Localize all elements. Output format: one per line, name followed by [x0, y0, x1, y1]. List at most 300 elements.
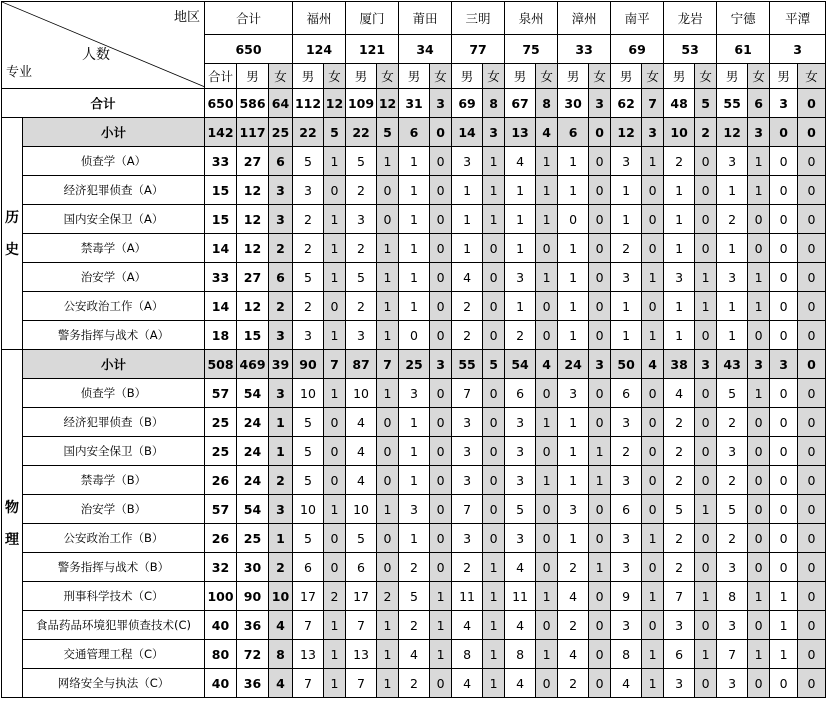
cell-value: 0 [536, 553, 558, 582]
cell-value: 5 [346, 147, 377, 176]
cell-value: 112 [293, 89, 324, 118]
header-male: 男 [717, 64, 748, 89]
cell-value: 1 [558, 524, 589, 553]
cell-value: 142 [205, 118, 237, 147]
grand-total-row [2, 89, 826, 118]
cell-value: 4 [452, 611, 483, 640]
cell-value: 3 [430, 89, 452, 118]
cell-value: 0 [770, 553, 798, 582]
cell-value: 3 [269, 321, 293, 350]
major-name: 国内安全保卫（B） [23, 437, 205, 466]
cell-value: 0 [483, 408, 505, 437]
header-male: 男 [237, 64, 269, 89]
cell-value: 1 [483, 582, 505, 611]
cell-value: 1 [717, 176, 748, 205]
cell-value: 3 [483, 118, 505, 147]
region-name: 南平 [611, 2, 664, 35]
major-name: 公安政治工作（B） [23, 524, 205, 553]
cell-value: 1 [399, 205, 430, 234]
header-female: 女 [324, 64, 346, 89]
cell-value: 1 [748, 147, 770, 176]
table-row [2, 611, 826, 640]
cell-value: 62 [611, 89, 642, 118]
cell-value: 22 [346, 118, 377, 147]
subtotal-row [2, 118, 826, 147]
major-name: 禁毒学（A） [23, 234, 205, 263]
cell-value: 0 [589, 118, 611, 147]
cell-value: 8 [505, 640, 536, 669]
cell-value: 0 [798, 611, 826, 640]
cell-value: 0 [642, 176, 664, 205]
header-male: 男 [399, 64, 430, 89]
cell-value: 0 [695, 611, 717, 640]
cell-value: 1 [536, 466, 558, 495]
subtotal-label: 小计 [23, 118, 205, 147]
cell-value: 2 [346, 292, 377, 321]
cell-value: 0 [430, 553, 452, 582]
cell-value: 0 [324, 466, 346, 495]
cell-value: 109 [346, 89, 377, 118]
header-female: 女 [430, 64, 452, 89]
cell-value: 1 [611, 205, 642, 234]
cell-value: 5 [346, 524, 377, 553]
cell-value: 0 [695, 553, 717, 582]
cell-value: 3 [717, 437, 748, 466]
cell-value: 1 [642, 263, 664, 292]
table-row [2, 147, 826, 176]
cell-value: 3 [505, 263, 536, 292]
cell-value: 3 [293, 176, 324, 205]
cell-value: 508 [205, 350, 237, 379]
cell-value: 0 [324, 408, 346, 437]
cell-value: 0 [589, 263, 611, 292]
cell-value: 0 [642, 466, 664, 495]
cell-value: 3 [293, 321, 324, 350]
cell-value: 7 [664, 582, 695, 611]
cell-value: 1 [377, 147, 399, 176]
cell-value: 2 [399, 669, 430, 698]
cell-value: 30 [558, 89, 589, 118]
cell-value: 3 [452, 466, 483, 495]
cell-value: 0 [430, 118, 452, 147]
cell-value: 1 [399, 408, 430, 437]
cell-value: 117 [237, 118, 269, 147]
cell-value: 2 [611, 234, 642, 263]
cell-value: 0 [430, 321, 452, 350]
cell-value: 40 [205, 611, 237, 640]
cell-value: 2 [717, 524, 748, 553]
table-row [2, 408, 826, 437]
region-count: 53 [664, 35, 717, 64]
cell-value: 6 [558, 118, 589, 147]
cell-value: 1 [377, 234, 399, 263]
cell-value: 0 [798, 379, 826, 408]
table-row [2, 379, 826, 408]
cell-value: 6 [505, 379, 536, 408]
header-male: 男 [452, 64, 483, 89]
cell-value: 3 [430, 350, 452, 379]
cell-value: 1 [748, 292, 770, 321]
cell-value: 1 [377, 611, 399, 640]
cell-value: 4 [642, 350, 664, 379]
cell-value: 2 [269, 292, 293, 321]
major-name: 警务指挥与战术（A） [23, 321, 205, 350]
cell-value: 1 [399, 292, 430, 321]
cell-value: 3 [611, 524, 642, 553]
region-count: 69 [611, 35, 664, 64]
cell-value: 4 [269, 611, 293, 640]
cell-value: 27 [237, 263, 269, 292]
cell-value: 0 [748, 205, 770, 234]
cell-value: 0 [798, 495, 826, 524]
cell-value: 1 [642, 640, 664, 669]
cell-value: 1 [558, 466, 589, 495]
cell-value: 1 [505, 176, 536, 205]
cell-value: 4 [664, 379, 695, 408]
cell-value: 1 [324, 640, 346, 669]
cell-value: 0 [536, 437, 558, 466]
cell-value: 3 [558, 379, 589, 408]
table-row [2, 321, 826, 350]
cell-value: 0 [589, 321, 611, 350]
cell-value: 0 [483, 292, 505, 321]
cell-value: 0 [589, 379, 611, 408]
cell-value: 90 [237, 582, 269, 611]
cell-value: 3 [717, 611, 748, 640]
cell-value: 40 [205, 669, 237, 698]
cell-value: 38 [664, 350, 695, 379]
cell-value: 1 [717, 321, 748, 350]
cell-value: 1 [377, 263, 399, 292]
cell-value: 1 [452, 234, 483, 263]
cell-value: 5 [293, 466, 324, 495]
cell-value: 0 [770, 524, 798, 553]
cell-value: 55 [452, 350, 483, 379]
cell-value: 3 [452, 147, 483, 176]
cell-value: 12 [377, 89, 399, 118]
cell-value: 0 [536, 669, 558, 698]
header-female: 女 [483, 64, 505, 89]
major-name: 刑事科学技术（C） [23, 582, 205, 611]
cell-value: 0 [798, 292, 826, 321]
cell-value: 1 [483, 147, 505, 176]
cell-value: 25 [205, 437, 237, 466]
cell-value: 3 [664, 611, 695, 640]
cell-value: 1 [399, 263, 430, 292]
cell-value: 0 [589, 234, 611, 263]
cell-value: 0 [748, 437, 770, 466]
cell-value: 8 [717, 582, 748, 611]
cell-value: 3 [452, 437, 483, 466]
cell-value: 5 [293, 408, 324, 437]
cell-value: 1 [324, 611, 346, 640]
cell-value: 25 [205, 408, 237, 437]
region-count: 124 [293, 35, 346, 64]
cell-value: 0 [695, 408, 717, 437]
cell-value: 1 [483, 640, 505, 669]
cell-value: 1 [558, 408, 589, 437]
cell-value: 57 [205, 379, 237, 408]
cell-value: 0 [536, 379, 558, 408]
cell-value: 3 [611, 466, 642, 495]
cell-value: 7 [293, 611, 324, 640]
cell-value: 0 [536, 234, 558, 263]
cell-value: 1 [483, 176, 505, 205]
cell-value: 0 [430, 263, 452, 292]
cell-value: 8 [269, 640, 293, 669]
cell-value: 0 [695, 234, 717, 263]
cell-value: 0 [748, 234, 770, 263]
cell-value: 4 [558, 582, 589, 611]
cell-value: 0 [798, 553, 826, 582]
cell-value: 1 [717, 292, 748, 321]
cell-value: 2 [399, 553, 430, 582]
cell-value: 24 [237, 408, 269, 437]
cell-value: 0 [536, 321, 558, 350]
cell-value: 2 [293, 205, 324, 234]
cell-value: 0 [642, 379, 664, 408]
cell-value: 15 [237, 321, 269, 350]
cell-value: 3 [717, 553, 748, 582]
cell-value: 4 [269, 669, 293, 698]
cell-value: 1 [536, 263, 558, 292]
header-female: 女 [589, 64, 611, 89]
cell-value: 25 [399, 350, 430, 379]
cell-value: 0 [642, 234, 664, 263]
cell-value: 1 [269, 408, 293, 437]
cell-value: 0 [748, 321, 770, 350]
cell-value: 0 [377, 524, 399, 553]
cell-value: 0 [536, 524, 558, 553]
cell-value: 0 [798, 118, 826, 147]
table-row [2, 640, 826, 669]
enrollment-table [1, 1, 826, 698]
table-row [2, 466, 826, 495]
cell-value: 2 [269, 553, 293, 582]
cell-value: 0 [642, 205, 664, 234]
cell-value: 9 [611, 582, 642, 611]
cell-value: 3 [611, 263, 642, 292]
cell-value: 12 [717, 118, 748, 147]
cell-value: 3 [505, 408, 536, 437]
cell-value: 1 [611, 176, 642, 205]
cell-value: 25 [269, 118, 293, 147]
cell-value: 8 [611, 640, 642, 669]
cell-value: 0 [589, 582, 611, 611]
cell-value: 1 [324, 263, 346, 292]
cell-value: 2 [269, 466, 293, 495]
cell-value: 0 [770, 408, 798, 437]
cell-value: 25 [237, 524, 269, 553]
region-name: 宁德 [717, 2, 770, 35]
cell-value: 4 [611, 669, 642, 698]
cell-value: 5 [293, 263, 324, 292]
cell-value: 2 [695, 118, 717, 147]
cell-value: 10 [293, 379, 324, 408]
cell-value: 8 [483, 89, 505, 118]
cell-value: 5 [293, 437, 324, 466]
cell-value: 17 [293, 582, 324, 611]
cell-value: 5 [483, 350, 505, 379]
table-row [2, 263, 826, 292]
cell-value: 6 [346, 553, 377, 582]
header-total: 合计 [205, 2, 293, 35]
cell-value: 0 [798, 205, 826, 234]
cell-value: 0 [798, 669, 826, 698]
cell-value: 650 [205, 89, 237, 118]
cell-value: 0 [642, 408, 664, 437]
cell-value: 1 [558, 437, 589, 466]
cell-value: 1 [452, 176, 483, 205]
cell-value: 0 [798, 321, 826, 350]
cell-value: 0 [430, 669, 452, 698]
cell-value: 0 [798, 350, 826, 379]
major-name: 治安学（A） [23, 263, 205, 292]
header-female: 女 [695, 64, 717, 89]
region-name: 平潭 [770, 2, 826, 35]
cell-value: 24 [237, 466, 269, 495]
cell-value: 0 [748, 495, 770, 524]
cell-value: 0 [642, 292, 664, 321]
cell-value: 3 [611, 553, 642, 582]
cell-value: 1 [483, 205, 505, 234]
cell-value: 1 [748, 176, 770, 205]
cell-value: 0 [770, 669, 798, 698]
cell-value: 1 [377, 379, 399, 408]
cell-value: 0 [483, 495, 505, 524]
cell-value: 3 [452, 408, 483, 437]
cell-value: 1 [748, 582, 770, 611]
cell-value: 1 [399, 234, 430, 263]
cell-value: 0 [770, 263, 798, 292]
cell-value: 1 [717, 234, 748, 263]
cell-value: 0 [770, 176, 798, 205]
cell-value: 2 [324, 582, 346, 611]
cell-value: 0 [695, 524, 717, 553]
header-female: 女 [269, 64, 293, 89]
cell-value: 1 [558, 263, 589, 292]
cell-value: 64 [269, 89, 293, 118]
table-row [2, 582, 826, 611]
cell-value: 0 [798, 234, 826, 263]
cell-value: 0 [324, 292, 346, 321]
table-row [2, 669, 826, 698]
region-count: 33 [558, 35, 611, 64]
cell-value: 1 [377, 495, 399, 524]
cell-value: 1 [269, 437, 293, 466]
cell-value: 24 [237, 437, 269, 466]
cell-value: 0 [430, 205, 452, 234]
cell-value: 1 [695, 292, 717, 321]
cell-value: 2 [377, 582, 399, 611]
cell-value: 0 [798, 524, 826, 553]
cell-value: 3 [589, 350, 611, 379]
cell-value: 4 [536, 118, 558, 147]
header-male: 男 [505, 64, 536, 89]
cell-value: 0 [430, 147, 452, 176]
cell-value: 0 [798, 263, 826, 292]
cell-value: 0 [770, 292, 798, 321]
cell-value: 3 [505, 466, 536, 495]
cell-value: 1 [664, 234, 695, 263]
cell-value: 1 [642, 524, 664, 553]
cell-value: 0 [642, 611, 664, 640]
cell-value: 6 [748, 89, 770, 118]
cell-value: 0 [798, 437, 826, 466]
cell-value: 5 [717, 495, 748, 524]
cell-value: 7 [717, 640, 748, 669]
cell-value: 3 [452, 524, 483, 553]
cell-value: 3 [748, 350, 770, 379]
cell-value: 5 [324, 118, 346, 147]
cell-value: 3 [346, 321, 377, 350]
cell-value: 3 [748, 118, 770, 147]
cell-value: 8 [452, 640, 483, 669]
cell-value: 0 [483, 234, 505, 263]
cell-value: 4 [558, 640, 589, 669]
cell-value: 1 [611, 292, 642, 321]
table-row [2, 437, 826, 466]
cell-value: 2 [452, 321, 483, 350]
cell-value: 48 [664, 89, 695, 118]
cell-value: 0 [377, 408, 399, 437]
cell-value: 0 [748, 553, 770, 582]
cell-value: 1 [324, 147, 346, 176]
cell-value: 0 [642, 495, 664, 524]
major-label: 专业 [6, 65, 33, 80]
cell-value: 1 [324, 205, 346, 234]
cell-value: 0 [399, 321, 430, 350]
cell-value: 39 [269, 350, 293, 379]
header-female: 女 [642, 64, 664, 89]
cell-value: 3 [269, 379, 293, 408]
cell-value: 0 [695, 205, 717, 234]
cell-value: 4 [536, 350, 558, 379]
region-count: 3 [770, 35, 826, 64]
header-female: 女 [536, 64, 558, 89]
region-name: 泉州 [505, 2, 558, 35]
cell-value: 17 [346, 582, 377, 611]
cell-value: 55 [717, 89, 748, 118]
cell-value: 32 [205, 553, 237, 582]
cell-value: 14 [205, 234, 237, 263]
cell-value: 12 [324, 89, 346, 118]
cell-value: 1 [269, 524, 293, 553]
cell-value: 0 [748, 524, 770, 553]
subtotal-label: 小计 [23, 350, 205, 379]
cell-value: 30 [237, 553, 269, 582]
major-name: 公安政治工作（A） [23, 292, 205, 321]
cell-value: 0 [430, 234, 452, 263]
cell-value: 13 [293, 640, 324, 669]
major-name: 交通管理工程（C） [23, 640, 205, 669]
major-name: 侦查学（A） [23, 147, 205, 176]
header-grand-count: 650 [205, 35, 293, 64]
cell-value: 15 [205, 205, 237, 234]
header-total-sub: 合计 [205, 64, 237, 89]
region-count: 121 [346, 35, 399, 64]
cell-value: 1 [558, 234, 589, 263]
cell-value: 3 [664, 669, 695, 698]
cell-value: 0 [430, 524, 452, 553]
cell-value: 6 [611, 495, 642, 524]
cell-value: 0 [430, 495, 452, 524]
cell-value: 0 [589, 176, 611, 205]
cell-value: 2 [293, 234, 324, 263]
cell-value: 14 [452, 118, 483, 147]
cell-value: 2 [664, 466, 695, 495]
cell-value: 13 [346, 640, 377, 669]
